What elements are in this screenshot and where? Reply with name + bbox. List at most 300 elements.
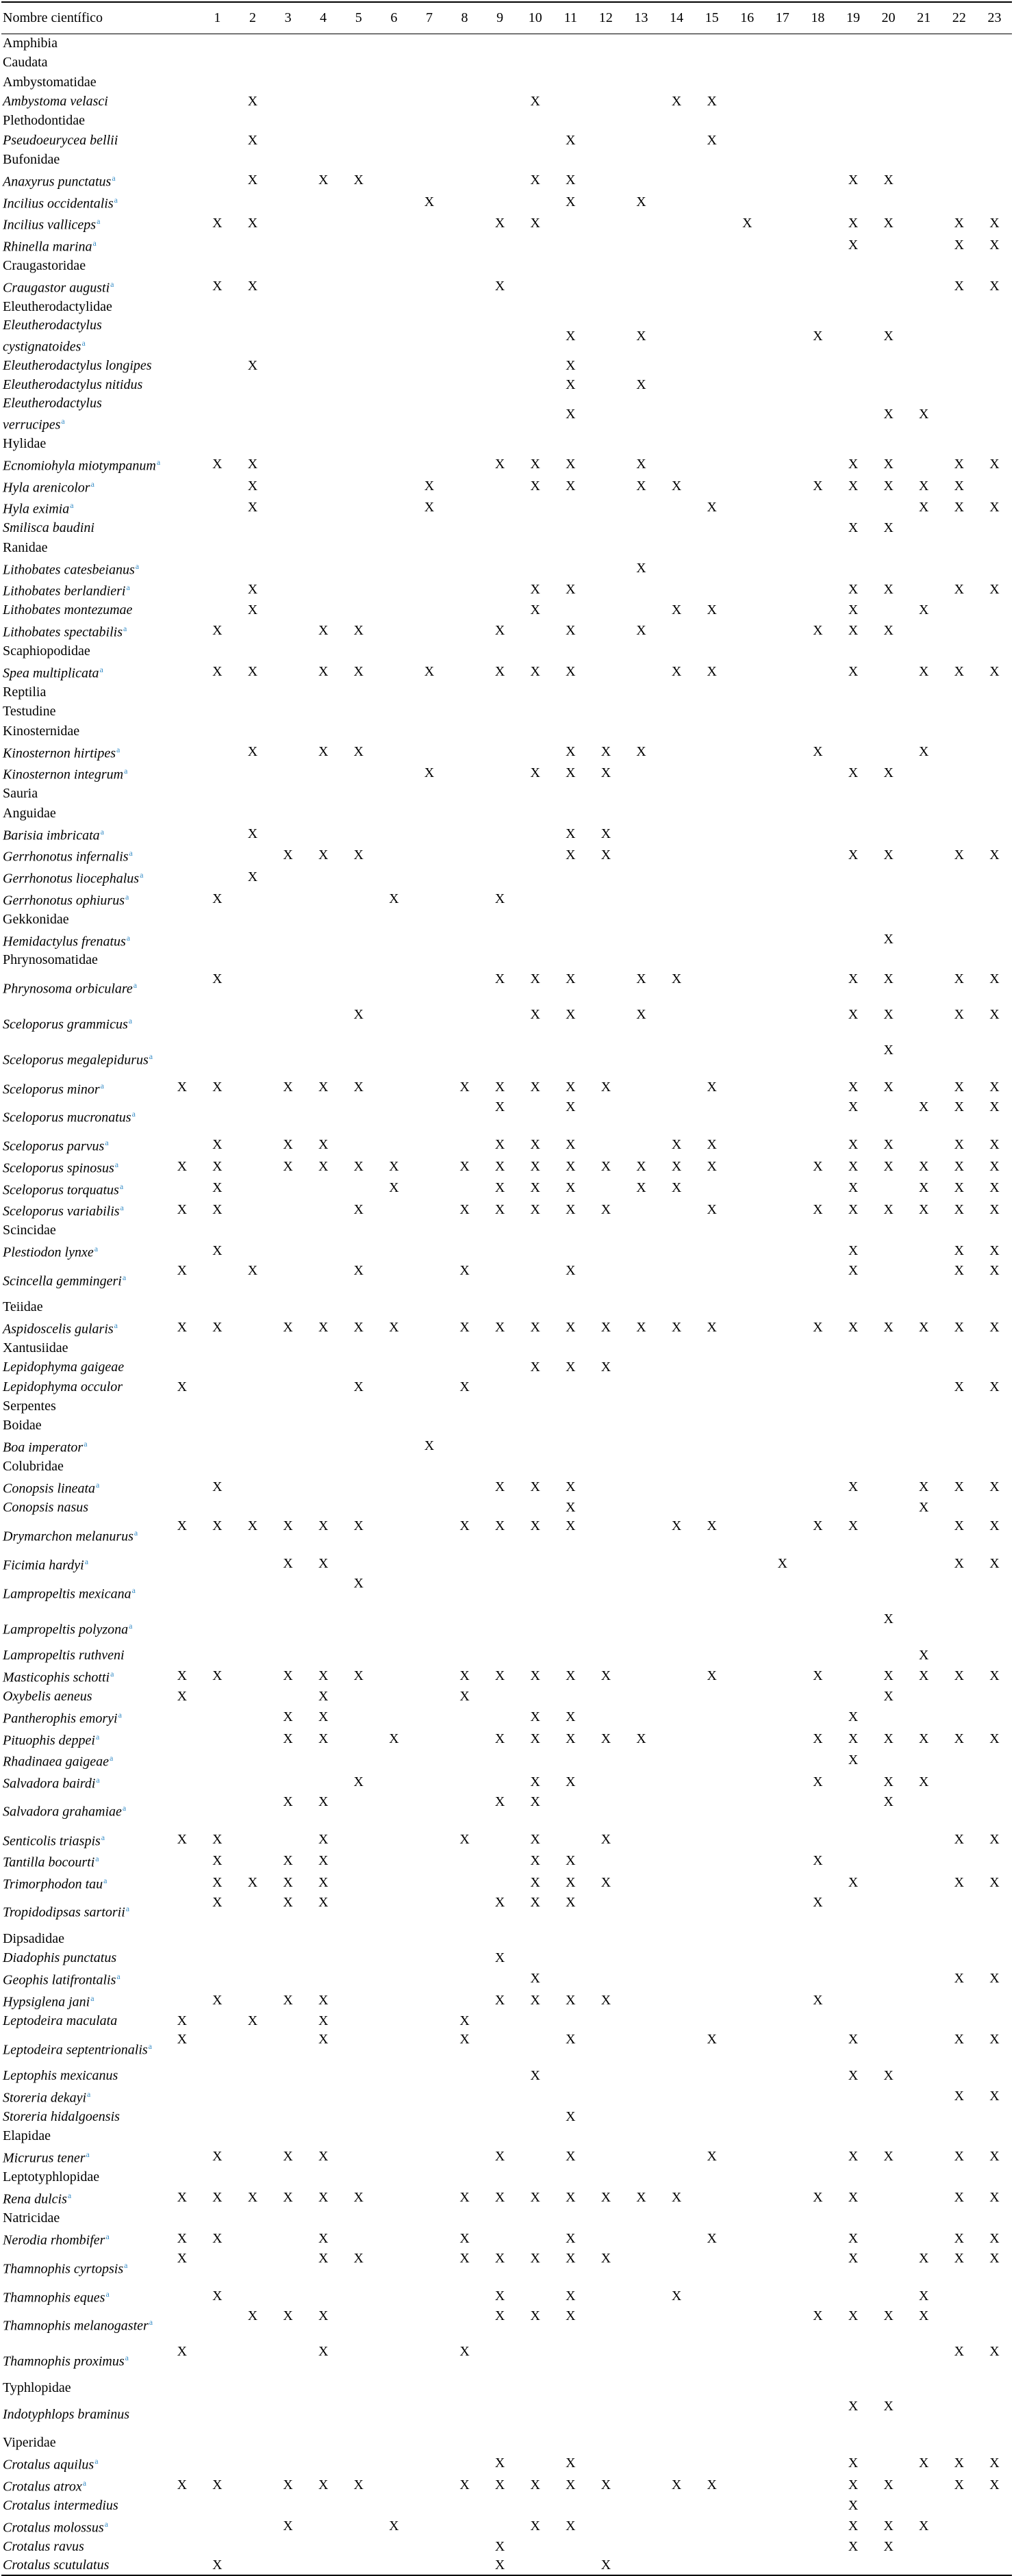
occurrence-cell bbox=[659, 1297, 694, 1316]
occurrence-cell bbox=[659, 53, 694, 72]
occurrence-cell: X bbox=[848, 172, 859, 188]
occurrence-cell: X bbox=[566, 1080, 576, 1095]
occurrence-cell: X bbox=[883, 2149, 893, 2165]
occurrence-cell bbox=[518, 1574, 553, 1610]
occurrence-cell bbox=[800, 2228, 836, 2249]
occurrence-cell bbox=[305, 2556, 341, 2575]
occurrence-cell: X bbox=[566, 1180, 576, 1196]
occurrence-cell bbox=[694, 784, 730, 803]
occurrence-cell bbox=[694, 888, 730, 910]
occurrence-cell bbox=[553, 600, 589, 620]
species-name bbox=[1, 453, 164, 475]
occurrence-cell bbox=[164, 722, 200, 741]
occurrence-cell bbox=[447, 2433, 483, 2452]
occurrence-cell bbox=[411, 150, 447, 169]
occurrence-cell bbox=[270, 2556, 306, 2575]
footnote-marker: a bbox=[96, 1775, 100, 1785]
occurrence-cell bbox=[906, 970, 941, 1006]
occurrence-cell: X bbox=[919, 1158, 929, 1174]
occurrence-cell: X bbox=[177, 1688, 188, 1704]
occurrence-cell bbox=[730, 1316, 765, 1338]
occurrence-cell bbox=[659, 1377, 694, 1396]
occurrence-cell bbox=[765, 1929, 800, 1948]
occurrence-cell bbox=[305, 929, 341, 951]
occurrence-cell bbox=[588, 53, 624, 72]
occurrence-cell bbox=[235, 111, 270, 130]
species-row bbox=[1, 496, 1012, 518]
occurrence-cell bbox=[659, 1687, 694, 1706]
species-name bbox=[1, 2145, 164, 2167]
species-name bbox=[1, 1006, 164, 1041]
occurrence-cell bbox=[270, 130, 306, 149]
occurrence-cell bbox=[447, 683, 483, 702]
occurrence-cell bbox=[730, 92, 765, 111]
occurrence-cell bbox=[659, 2556, 694, 2575]
occurrence-cell bbox=[447, 234, 483, 256]
occurrence-cell bbox=[730, 2537, 765, 2556]
name-text: Tantilla bocourti bbox=[3, 1855, 95, 1871]
occurrence-cell bbox=[270, 722, 306, 741]
occurrence-cell bbox=[270, 970, 306, 1006]
occurrence-cell: X bbox=[813, 1853, 823, 1869]
occurrence-cell bbox=[765, 970, 800, 1006]
occurrence-cell bbox=[200, 537, 236, 557]
name-text: Craugastor augusti bbox=[3, 280, 110, 296]
occurrence-cell bbox=[270, 1828, 306, 1850]
occurrence-cell: X bbox=[494, 623, 505, 639]
occurrence-cell bbox=[835, 394, 871, 434]
species-name bbox=[1, 1199, 164, 1221]
occurrence-cell bbox=[482, 600, 518, 620]
occurrence-cell bbox=[730, 1041, 765, 1077]
occurrence-cell bbox=[800, 234, 836, 256]
occurrence-cell bbox=[377, 2126, 412, 2145]
occurrence-cell bbox=[730, 111, 765, 130]
occurrence-cell bbox=[835, 275, 871, 297]
occurrence-cell bbox=[800, 600, 836, 620]
footnote-marker: a bbox=[128, 1016, 133, 1026]
occurrence-cell bbox=[377, 2537, 412, 2556]
occurrence-cell bbox=[270, 661, 306, 683]
occurrence-cell bbox=[341, 34, 377, 53]
occurrence-cell: X bbox=[883, 1794, 893, 1809]
name-text: Sceloporus megalepidurus bbox=[3, 1052, 149, 1068]
occurrence-cell bbox=[518, 683, 553, 702]
occurrence-cell bbox=[730, 578, 765, 600]
occurrence-cell bbox=[377, 1989, 412, 2011]
species-row bbox=[1, 620, 1012, 641]
occurrence-cell: X bbox=[212, 971, 223, 986]
occurrence-cell bbox=[482, 356, 518, 375]
occurrence-cell bbox=[270, 888, 306, 910]
occurrence-cell bbox=[305, 475, 341, 497]
occurrence-cell bbox=[200, 2126, 236, 2145]
occurrence-cell bbox=[305, 2433, 341, 2452]
occurrence-cell bbox=[659, 234, 694, 256]
species-row bbox=[1, 2343, 1012, 2378]
occurrence-cell bbox=[906, 1929, 941, 1948]
occurrence-cell bbox=[941, 1416, 977, 1435]
occurrence-cell: X bbox=[247, 2308, 258, 2323]
occurrence-cell bbox=[377, 2011, 412, 2030]
occurrence-cell: X bbox=[954, 1668, 965, 1683]
occurrence-cell: X bbox=[883, 971, 893, 986]
occurrence-cell bbox=[977, 1416, 1013, 1435]
occurrence-cell bbox=[659, 1893, 694, 1929]
occurrence-cell bbox=[553, 1967, 589, 1989]
occurrence-cell bbox=[164, 453, 200, 475]
occurrence-cell bbox=[553, 1435, 589, 1457]
occurrence-cell bbox=[765, 111, 800, 130]
occurrence-cell bbox=[411, 92, 447, 111]
occurrence-cell bbox=[588, 1297, 624, 1316]
occurrence-cell bbox=[553, 1416, 589, 1435]
occurrence-cell bbox=[270, 111, 306, 130]
occurrence-cell bbox=[553, 1828, 589, 1850]
species-row bbox=[1, 1828, 1012, 1850]
occurrence-cell bbox=[305, 578, 341, 600]
occurrence-cell bbox=[694, 2085, 730, 2107]
occurrence-cell bbox=[377, 111, 412, 130]
occurrence-cell bbox=[518, 2285, 553, 2307]
occurrence-cell bbox=[270, 600, 306, 620]
occurrence-cell bbox=[906, 578, 941, 600]
occurrence-cell bbox=[411, 1098, 447, 1134]
occurrence-cell bbox=[871, 191, 906, 213]
occurrence-cell: X bbox=[671, 602, 682, 618]
name-text: Boa imperator bbox=[3, 1440, 84, 1455]
occurrence-cell bbox=[411, 1476, 447, 1498]
occurrence-cell: X bbox=[989, 2251, 1000, 2266]
occurrence-cell bbox=[765, 844, 800, 866]
occurrence-cell bbox=[977, 2066, 1013, 2085]
taxon-group-name bbox=[1, 34, 164, 53]
occurrence-cell bbox=[411, 1967, 447, 1989]
occurrence-cell bbox=[835, 191, 871, 213]
occurrence-cell: X bbox=[954, 1262, 965, 1278]
occurrence-cell bbox=[730, 2066, 765, 2085]
occurrence-cell bbox=[305, 1771, 341, 1793]
occurrence-cell bbox=[941, 1850, 977, 1872]
occurrence-cell bbox=[871, 375, 906, 394]
occurrence-cell: X bbox=[989, 971, 1000, 986]
occurrence-cell bbox=[800, 1476, 836, 1498]
occurrence-cell bbox=[305, 600, 341, 620]
species-name bbox=[1, 866, 164, 888]
occurrence-cell bbox=[341, 1793, 377, 1828]
occurrence-cell: X bbox=[883, 1774, 893, 1789]
occurrence-cell bbox=[624, 2145, 659, 2167]
occurrence-cell bbox=[871, 111, 906, 130]
occurrence-cell bbox=[835, 641, 871, 661]
occurrence-cell bbox=[235, 375, 270, 394]
occurrence-cell bbox=[447, 111, 483, 130]
column-header: 8 bbox=[447, 2, 483, 34]
occurrence-cell bbox=[694, 234, 730, 256]
name-text: Lithobates montezumae bbox=[3, 602, 133, 618]
occurrence-cell bbox=[200, 641, 236, 661]
occurrence-cell bbox=[977, 518, 1013, 537]
occurrence-cell bbox=[941, 150, 977, 169]
occurrence-cell: X bbox=[919, 743, 929, 759]
occurrence-cell bbox=[659, 2145, 694, 2167]
species-row bbox=[1, 2066, 1012, 2085]
occurrence-cell bbox=[235, 2126, 270, 2145]
occurrence-cell bbox=[200, 150, 236, 169]
occurrence-cell bbox=[377, 1771, 412, 1793]
occurrence-cell bbox=[447, 1457, 483, 1476]
occurrence-cell: X bbox=[247, 172, 258, 188]
occurrence-cell bbox=[305, 1416, 341, 1435]
occurrence-cell bbox=[730, 620, 765, 641]
occurrence-cell bbox=[411, 2452, 447, 2474]
occurrence-cell bbox=[200, 1749, 236, 1771]
occurrence-cell bbox=[977, 2126, 1013, 2145]
occurrence-cell bbox=[553, 1221, 589, 1240]
occurrence-cell bbox=[730, 1240, 765, 1262]
occurrence-cell bbox=[800, 453, 836, 475]
footnote-marker: a bbox=[114, 194, 118, 205]
occurrence-cell: X bbox=[989, 2343, 1000, 2359]
occurrence-cell bbox=[694, 2515, 730, 2537]
occurrence-cell bbox=[164, 2126, 200, 2145]
occurrence-cell bbox=[447, 375, 483, 394]
occurrence-cell bbox=[411, 1221, 447, 1240]
occurrence-cell bbox=[588, 1687, 624, 1706]
species-row bbox=[1, 661, 1012, 683]
occurrence-cell bbox=[200, 1221, 236, 1240]
occurrence-cell bbox=[447, 661, 483, 683]
occurrence-cell bbox=[235, 683, 270, 702]
footnote-marker: a bbox=[81, 337, 86, 348]
occurrence-cell bbox=[800, 823, 836, 845]
occurrence-cell: X bbox=[353, 847, 364, 863]
occurrence-cell bbox=[235, 73, 270, 92]
occurrence-cell: X bbox=[848, 1158, 859, 1174]
occurrence-cell bbox=[553, 1338, 589, 1357]
occurrence-cell bbox=[377, 2228, 412, 2249]
occurrence-cell bbox=[270, 1338, 306, 1357]
occurrence-cell bbox=[164, 1240, 200, 1262]
occurrence-cell: X bbox=[707, 94, 717, 110]
occurrence-cell: X bbox=[283, 1158, 293, 1174]
occurrence-cell bbox=[730, 1357, 765, 1377]
species-name bbox=[1, 2066, 164, 2085]
occurrence-cell bbox=[765, 394, 800, 434]
species-row bbox=[1, 1553, 1012, 1574]
name-text: Leptophis mexicanus bbox=[3, 2068, 118, 2084]
occurrence-cell bbox=[200, 1728, 236, 1750]
occurrence-cell bbox=[588, 2066, 624, 2085]
occurrence-cell bbox=[800, 537, 836, 557]
occurrence-cell bbox=[200, 394, 236, 434]
occurrence-cell bbox=[941, 950, 977, 969]
occurrence-cell: X bbox=[318, 2308, 329, 2323]
occurrence-cell bbox=[411, 909, 447, 928]
occurrence-cell: X bbox=[494, 2149, 505, 2165]
occurrence-cell bbox=[871, 2433, 906, 2452]
occurrence-cell bbox=[730, 1077, 765, 1099]
occurrence-cell bbox=[624, 2167, 659, 2186]
occurrence-cell bbox=[624, 1749, 659, 1771]
occurrence-cell bbox=[694, 1948, 730, 1967]
occurrence-cell bbox=[270, 641, 306, 661]
occurrence-cell bbox=[235, 1199, 270, 1221]
occurrence-cell bbox=[235, 1610, 270, 1646]
occurrence-cell: X bbox=[177, 2190, 188, 2206]
occurrence-cell bbox=[659, 2208, 694, 2228]
occurrence-cell bbox=[659, 803, 694, 822]
occurrence-cell: X bbox=[954, 1243, 965, 1259]
occurrence-cell bbox=[800, 1240, 836, 1262]
species-name bbox=[1, 762, 164, 784]
occurrence-cell: X bbox=[848, 2477, 859, 2492]
occurrence-cell bbox=[659, 557, 694, 579]
occurrence-cell: X bbox=[494, 1950, 505, 1966]
occurrence-cell bbox=[730, 823, 765, 845]
occurrence-cell bbox=[730, 1850, 765, 1872]
occurrence-cell bbox=[377, 1498, 412, 1517]
footnote-marker: a bbox=[67, 2191, 72, 2201]
taxon-group-name bbox=[1, 2433, 164, 2452]
occurrence-cell bbox=[977, 929, 1013, 951]
occurrence-cell bbox=[941, 1435, 977, 1457]
occurrence-cell bbox=[977, 2537, 1013, 2556]
occurrence-cell bbox=[553, 2397, 589, 2433]
occurrence-cell bbox=[164, 256, 200, 275]
occurrence-cell bbox=[871, 2378, 906, 2397]
occurrence-cell: X bbox=[247, 2190, 258, 2206]
name-text: Lepidophyma gaigeae bbox=[3, 1360, 125, 1375]
footnote-marker: a bbox=[118, 1710, 122, 1720]
species-name bbox=[1, 1553, 164, 1574]
occurrence-cell bbox=[977, 1457, 1013, 1476]
occurrence-cell bbox=[553, 1646, 589, 1665]
occurrence-cell bbox=[588, 2167, 624, 2186]
occurrence-cell bbox=[164, 1610, 200, 1646]
occurrence-cell bbox=[871, 784, 906, 803]
occurrence-cell bbox=[447, 702, 483, 721]
occurrence-cell: X bbox=[494, 1080, 505, 1095]
occurrence-cell: X bbox=[353, 1006, 364, 1022]
footnote-marker: a bbox=[126, 932, 131, 943]
name-text: Eleutherodactylus nitidus bbox=[3, 377, 143, 393]
occurrence-cell bbox=[588, 929, 624, 951]
column-header: 4 bbox=[305, 2, 341, 34]
occurrence-cell bbox=[553, 297, 589, 316]
occurrence-cell bbox=[730, 866, 765, 888]
occurrence-cell: X bbox=[389, 1180, 399, 1196]
occurrence-cell bbox=[835, 784, 871, 803]
occurrence-cell bbox=[341, 356, 377, 375]
occurrence-cell bbox=[765, 1574, 800, 1610]
occurrence-cell bbox=[164, 2307, 200, 2343]
occurrence-cell: X bbox=[566, 2190, 576, 2206]
occurrence-cell bbox=[624, 1476, 659, 1498]
occurrence-cell bbox=[835, 297, 871, 316]
occurrence-cell bbox=[694, 1377, 730, 1396]
occurrence-cell bbox=[447, 256, 483, 275]
occurrence-cell bbox=[765, 1610, 800, 1646]
occurrence-cell bbox=[270, 150, 306, 169]
occurrence-cell bbox=[341, 600, 377, 620]
occurrence-cell bbox=[730, 150, 765, 169]
occurrence-cell bbox=[447, 1967, 483, 1989]
occurrence-cell bbox=[659, 1397, 694, 1416]
occurrence-cell bbox=[835, 2556, 871, 2575]
occurrence-cell bbox=[906, 683, 941, 702]
occurrence-cell: X bbox=[954, 847, 965, 863]
occurrence-cell: X bbox=[919, 664, 929, 680]
occurrence-cell: X bbox=[566, 1853, 576, 1869]
occurrence-cell bbox=[694, 866, 730, 888]
occurrence-cell bbox=[730, 641, 765, 661]
occurrence-cell bbox=[411, 1240, 447, 1262]
occurrence-cell bbox=[765, 722, 800, 741]
footnote-marker: a bbox=[119, 1181, 124, 1191]
occurrence-cell bbox=[941, 762, 977, 784]
occurrence-cell bbox=[518, 275, 553, 297]
occurrence-cell bbox=[341, 53, 377, 72]
occurrence-cell bbox=[270, 2228, 306, 2249]
occurrence-cell bbox=[977, 434, 1013, 453]
occurrence-cell bbox=[941, 1893, 977, 1929]
occurrence-cell: X bbox=[353, 743, 364, 759]
occurrence-cell bbox=[518, 34, 553, 53]
species-row bbox=[1, 2249, 1012, 2285]
footnote-marker: a bbox=[114, 1321, 118, 1331]
taxon-group-row bbox=[1, 537, 1012, 557]
occurrence-cell: X bbox=[989, 1831, 1000, 1847]
occurrence-cell bbox=[200, 1457, 236, 1476]
occurrence-cell bbox=[164, 1553, 200, 1574]
species-row bbox=[1, 1665, 1012, 1687]
occurrence-cell bbox=[588, 73, 624, 92]
occurrence-cell bbox=[341, 2126, 377, 2145]
occurrence-cell bbox=[270, 741, 306, 763]
occurrence-cell bbox=[270, 1221, 306, 1240]
occurrence-cell bbox=[200, 866, 236, 888]
occurrence-cell bbox=[800, 1498, 836, 1517]
occurrence-cell: X bbox=[530, 1137, 540, 1153]
occurrence-cell: X bbox=[813, 2308, 823, 2323]
occurrence-cell bbox=[341, 518, 377, 537]
taxon-group-row bbox=[1, 73, 1012, 92]
occurrence-cell bbox=[730, 2186, 765, 2208]
occurrence-cell bbox=[200, 1553, 236, 1574]
taxon-group-name bbox=[1, 434, 164, 453]
occurrence-cell bbox=[941, 111, 977, 130]
occurrence-cell bbox=[518, 111, 553, 130]
name-text: Elapidae bbox=[3, 2128, 51, 2144]
occurrence-cell: X bbox=[919, 2288, 929, 2304]
species-row bbox=[1, 518, 1012, 537]
occurrence-cell bbox=[624, 1134, 659, 1156]
species-row bbox=[1, 2145, 1012, 2167]
occurrence-cell bbox=[377, 130, 412, 149]
occurrence-cell bbox=[305, 1297, 341, 1316]
occurrence-cell: X bbox=[566, 1360, 576, 1375]
occurrence-cell bbox=[800, 2030, 836, 2066]
occurrence-cell: X bbox=[318, 2343, 329, 2359]
occurrence-cell bbox=[377, 1435, 412, 1457]
occurrence-cell bbox=[164, 2066, 200, 2085]
occurrence-cell bbox=[694, 683, 730, 702]
occurrence-cell bbox=[624, 762, 659, 784]
occurrence-cell bbox=[624, 929, 659, 951]
occurrence-cell bbox=[624, 2496, 659, 2515]
occurrence-cell bbox=[377, 1948, 412, 1967]
